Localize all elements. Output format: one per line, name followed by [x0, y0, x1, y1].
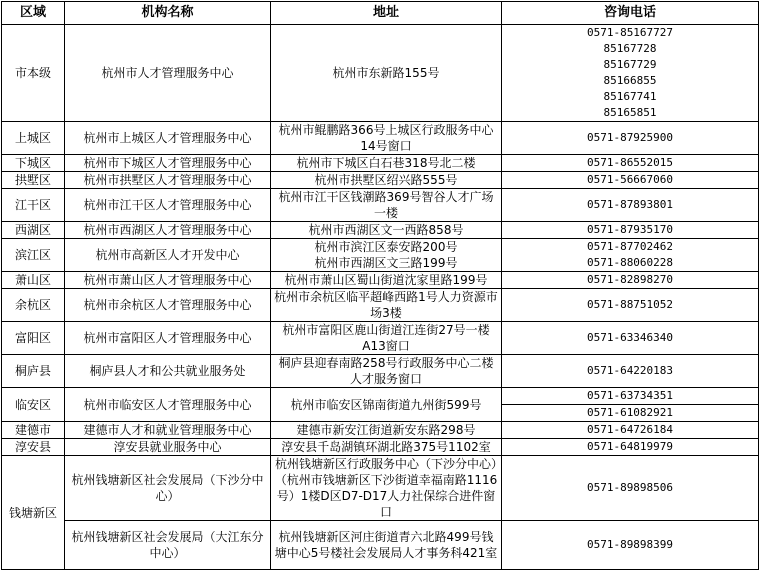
region-cell: 下城区	[2, 155, 65, 172]
region-cell: 上城区	[2, 122, 65, 155]
phone-line: 0571-88060228	[586, 256, 674, 269]
phone-line: 85165851	[603, 106, 657, 119]
address-cell: 桐庐县迎春南路258号行政服务中心二楼人才服务窗口	[271, 355, 502, 388]
org-cell: 杭州市拱墅区人才管理服务中心	[65, 172, 271, 189]
phone-cell: 0571-87893801	[502, 189, 759, 222]
org-cell: 杭州市下城区人才管理服务中心	[65, 155, 271, 172]
phone-cell	[502, 239, 759, 272]
region-cell: 拱墅区	[2, 172, 65, 189]
table-row	[2, 272, 759, 289]
address-cell: 杭州市余杭区临平超峰西路1号人力资源市场3楼	[271, 289, 502, 322]
institution-table	[1, 1, 759, 570]
phone-cell	[502, 25, 759, 122]
region-cell: 淳安县	[2, 439, 65, 456]
region-cell: 滨江区	[2, 239, 65, 272]
org-cell: 杭州钱塘新区社会发展局（下沙分中心）	[65, 456, 271, 521]
phone-cell: 0571-87935170	[502, 222, 759, 239]
phone-line: 85167728	[603, 42, 657, 55]
phone-cell: 0571-86552015	[502, 155, 759, 172]
address-cell	[271, 239, 502, 272]
table-row	[2, 422, 759, 439]
phone-line: 85167729	[603, 58, 657, 71]
address-cell: 淳安县千岛湖镇环湖北路375号1102室	[271, 439, 502, 456]
org-cell: 淳安县就业服务中心	[65, 439, 271, 456]
org-cell: 建德市人才和就业管理服务中心	[65, 422, 271, 439]
phone-cell: 0571-87925900	[502, 122, 759, 155]
table-row	[2, 456, 759, 521]
org-cell: 杭州市临安区人才管理服务中心	[65, 388, 271, 422]
region-cell: 西湖区	[2, 222, 65, 239]
address-cell: 杭州市下城区白石巷318号北二楼	[271, 155, 502, 172]
org-cell: 杭州钱塘新区社会发展局（大江东分中心）	[65, 521, 271, 570]
table-row	[2, 521, 759, 570]
org-cell: 杭州市高新区人才开发中心	[65, 239, 271, 272]
region-cell: 临安区	[2, 388, 65, 422]
table-row	[2, 289, 759, 322]
region-cell: 市本级	[2, 25, 65, 122]
address-cell: 建德市新安江街道新安东路298号	[271, 422, 502, 439]
header-region: 区域	[2, 2, 65, 25]
table-row	[2, 322, 759, 355]
region-cell: 萧山区	[2, 272, 65, 289]
address-cell: 杭州市萧山区蜀山街道沈家里路199号	[271, 272, 502, 289]
address-line: 杭州市滨江区泰安路200号	[314, 240, 458, 254]
org-cell: 杭州市上城区人才管理服务中心	[65, 122, 271, 155]
table-row	[2, 122, 759, 155]
header-org: 机构名称	[65, 2, 271, 25]
address-cell: 杭州市临安区锦南街道九州街599号	[271, 388, 502, 422]
org-cell: 杭州市江干区人才管理服务中心	[65, 189, 271, 222]
address-cell: 杭州市西湖区文一西路858号	[271, 222, 502, 239]
phone-cell: 0571-63734351	[502, 388, 759, 405]
address-line: 杭州市西湖区文三路199号	[314, 256, 458, 270]
phone-cell: 0571-64819979	[502, 439, 759, 456]
address-cell: 杭州市拱墅区绍兴路555号	[271, 172, 502, 189]
phone-cell: 0571-61082921	[502, 405, 759, 422]
header-row	[2, 2, 759, 25]
phone-cell: 0571-89898506	[502, 456, 759, 521]
region-cell: 江干区	[2, 189, 65, 222]
region-cell: 余杭区	[2, 289, 65, 322]
address-cell: 杭州市富阳区鹿山街道江连街27号一楼A13窗口	[271, 322, 502, 355]
phone-cell: 0571-63346340	[502, 322, 759, 355]
org-cell: 杭州市西湖区人才管理服务中心	[65, 222, 271, 239]
table-row	[2, 222, 759, 239]
phone-line: 0571-87702462	[586, 240, 674, 253]
phone-cell: 0571-64220183	[502, 355, 759, 388]
table-row	[2, 155, 759, 172]
address-cell: 杭州市鲲鹏路366号上城区行政服务中心14号窗口	[271, 122, 502, 155]
org-cell: 杭州市余杭区人才管理服务中心	[65, 289, 271, 322]
phone-line: 85167741	[603, 90, 657, 103]
org-cell: 杭州市人才管理服务中心	[65, 25, 271, 122]
table-row	[2, 439, 759, 456]
region-cell: 桐庐县	[2, 355, 65, 388]
table-row	[2, 355, 759, 388]
org-cell: 桐庐县人才和公共就业服务处	[65, 355, 271, 388]
header-phone: 咨询电话	[502, 2, 759, 25]
phone-cell: 0571-89898399	[502, 521, 759, 570]
address-cell: 杭州钱塘新区行政服务中心（下沙分中心）（杭州市钱塘新区下沙街道幸福南路1116号）1楼D区D7-D17人力社保综合进件窗口	[271, 456, 502, 521]
phone-cell: 0571-88751052	[502, 289, 759, 322]
phone-cell: 0571-82898270	[502, 272, 759, 289]
header-address: 地址	[271, 2, 502, 25]
address-cell: 杭州市东新路155号	[271, 25, 502, 122]
table-row	[2, 189, 759, 222]
org-cell: 杭州市萧山区人才管理服务中心	[65, 272, 271, 289]
address-cell: 杭州钱塘新区河庄街道青六北路499号钱塘中心5号楼社会发展局人才事务科421室	[271, 521, 502, 570]
table-row	[2, 388, 759, 405]
table-row	[2, 239, 759, 272]
phone-cell: 0571-64726184	[502, 422, 759, 439]
phone-line: 85166855	[603, 74, 657, 87]
phone-line: 0571-85167727	[586, 26, 674, 39]
region-cell: 钱塘新区	[2, 456, 65, 570]
phone-cell: 0571-56667060	[502, 172, 759, 189]
org-cell: 杭州市富阳区人才管理服务中心	[65, 322, 271, 355]
region-cell: 富阳区	[2, 322, 65, 355]
table-row	[2, 25, 759, 122]
address-cell: 杭州市江干区钱潮路369号智谷人才广场一楼	[271, 189, 502, 222]
table-row	[2, 172, 759, 189]
region-cell: 建德市	[2, 422, 65, 439]
